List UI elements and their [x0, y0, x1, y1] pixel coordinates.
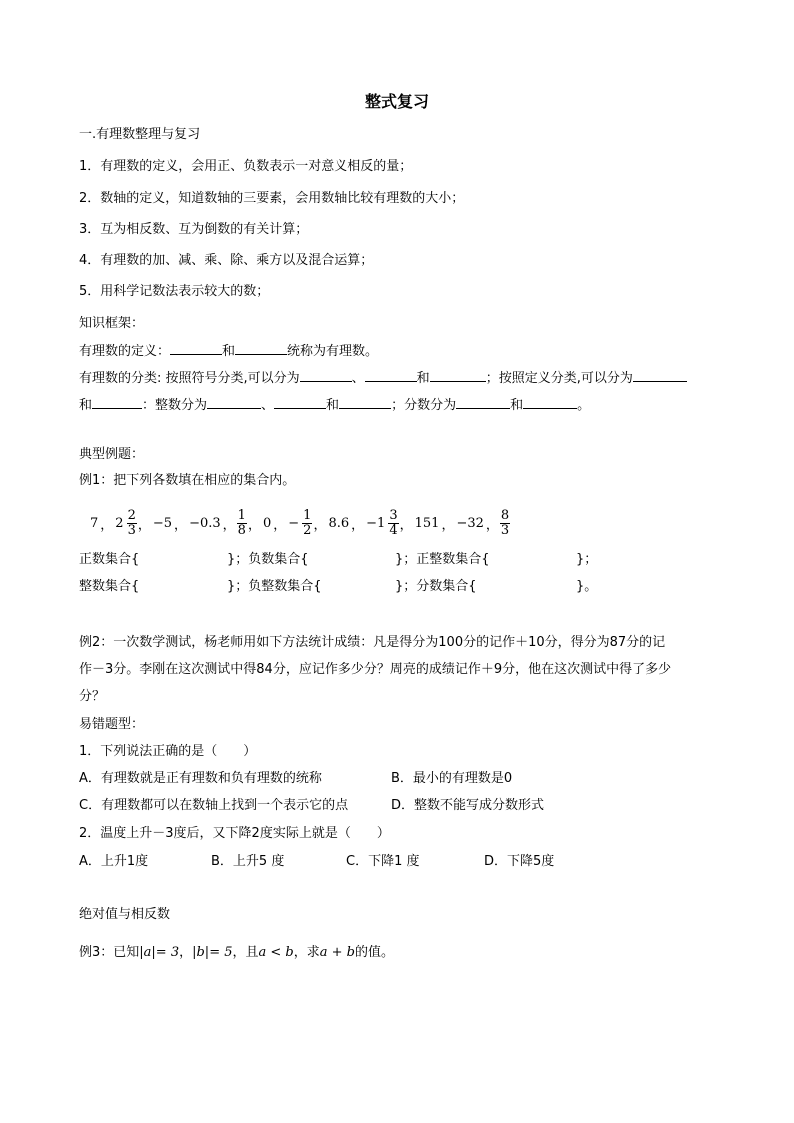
comma: ， [485, 517, 499, 533]
comma: ， [100, 517, 114, 533]
comma: ， [222, 517, 236, 533]
question-1: 1．下列说法正确的是（ ） [79, 744, 257, 759]
fraction [500, 509, 510, 538]
question-2-option-b[interactable]: B．上升5 度 [211, 854, 285, 869]
text: 和 [222, 344, 236, 359]
number-whole: −1 [366, 515, 386, 531]
question-1-option-b[interactable]: B．最小的有理数是0 [391, 771, 513, 786]
fill-blank[interactable] [92, 394, 142, 409]
objective-item: 2．数轴的定义，知道数轴的三要素，会用数轴比较有理数的大小； [79, 191, 465, 206]
fraction [302, 509, 312, 538]
text: 的值。 [355, 945, 395, 960]
fill-blank[interactable] [456, 394, 510, 409]
example-2-line: 作－3分。李刚在这次测试中得84分，应记作多少分？周亮的成绩记作＋9分，他在这次测试中得了多少 [79, 662, 672, 677]
framework-heading: 知识框架： [79, 316, 145, 331]
page-title: 整式复习 [364, 92, 429, 111]
text: ；按照定义分类,可以分为 [485, 371, 633, 386]
comma: ， [273, 517, 287, 533]
section-heading: 一.有理数整理与复习 [79, 127, 201, 142]
numerator: 1 [303, 507, 312, 523]
denominator: 2 [303, 522, 312, 538]
fill-blank[interactable] [207, 394, 261, 409]
abs-heading: 绝对值与相反数 [79, 907, 171, 922]
text: 和 [510, 398, 524, 413]
set-integer-label: 整数集合{ [79, 579, 140, 594]
example-3 [79, 944, 394, 962]
fill-blank[interactable] [365, 367, 417, 382]
comma: ， [441, 517, 455, 533]
text: 和 [326, 398, 340, 413]
comma: ， [399, 517, 413, 533]
set-end: }； [576, 552, 598, 567]
denominator: 4 [389, 522, 398, 538]
number: 8.6 [328, 515, 350, 531]
comma: ， [351, 517, 365, 533]
objective-item: 1．有理数的定义，会用正、负数表示一对意义相反的量； [79, 159, 413, 174]
denominator: 8 [237, 522, 246, 538]
text: 有理数的定义： [79, 344, 171, 359]
set-negative-label: }；负数集合{ [227, 552, 309, 567]
set-negative-integer-label: }；负整数集合{ [227, 579, 322, 594]
objective-item: 4．有理数的加、减、乘、除、乘方以及混合运算； [79, 253, 374, 268]
numerator: 1 [237, 507, 246, 523]
comma: ， [247, 517, 261, 533]
number: 151 [414, 515, 440, 531]
math-condition: a < b [258, 945, 294, 960]
comma: ， [313, 517, 327, 533]
objective-item: 5．用科学记数法表示较大的数； [79, 284, 270, 299]
text: 、 [261, 398, 275, 413]
classification-line-2 [79, 394, 590, 415]
text: ，求 [293, 945, 320, 960]
examples-heading: 典型例题： [79, 447, 145, 462]
question-1-option-c[interactable]: C．有理数都可以在数轴上找到一个表示它的点 [79, 798, 349, 813]
numerator: 2 [127, 507, 136, 523]
fraction [127, 509, 137, 538]
text: ，且 [232, 945, 259, 960]
number: 0 [262, 515, 272, 531]
number: −32 [456, 515, 484, 531]
example-2-line: 分？ [79, 689, 106, 704]
text: 、 [351, 371, 365, 386]
question-2: 2．温度上升－3度后，又下降2度实际上就是（ ） [79, 826, 390, 841]
text: 和 [416, 371, 430, 386]
set-positive-integer-label: }；正整数集合{ [395, 552, 490, 567]
fraction [388, 509, 398, 538]
sign: − [288, 515, 300, 531]
comma: ， [137, 517, 151, 533]
denominator: 3 [500, 522, 510, 538]
example-2-line: 例2：一次数学测试，杨老师用如下方法统计成绩：凡是得分为100分的记作＋10分，得分为87分的记 [79, 635, 666, 650]
set-end: }。 [576, 579, 598, 594]
set-positive-label: 正数集合{ [79, 552, 140, 567]
fill-blank[interactable] [170, 340, 222, 355]
question-1-option-d[interactable]: D．整数不能写成分数形式 [391, 798, 545, 813]
fraction [237, 509, 247, 538]
numerator: 8 [500, 507, 510, 523]
fill-blank[interactable] [274, 394, 326, 409]
text: ， [179, 945, 193, 960]
text: 。 [577, 398, 591, 413]
number: −5 [152, 515, 173, 531]
question-2-option-a[interactable]: A．上升1度 [79, 854, 149, 869]
text: 有理数的分类: 按照符号分类,可以分为 [79, 371, 300, 386]
numerator: 3 [389, 507, 398, 523]
objective-item: 3．互为相反数、互为倒数的有关计算； [79, 222, 309, 237]
question-2-option-d[interactable]: D．下降5度 [484, 854, 555, 869]
text: 例3：已知 [79, 945, 140, 960]
fill-blank[interactable] [235, 340, 287, 355]
question-1-option-a[interactable]: A．有理数就是正有理数和负有理数的统称 [79, 771, 322, 786]
fill-blank[interactable] [339, 394, 391, 409]
text: ：整数分为 [142, 398, 208, 413]
question-2-option-c[interactable]: C．下降1 度 [346, 854, 420, 869]
number: −0.3 [189, 515, 221, 531]
math-expression: a + b [319, 945, 355, 960]
comma: ， [174, 517, 188, 533]
text: 统称为有理数。 [287, 344, 379, 359]
example-1-prompt: 例1：把下列各数填在相应的集合内。 [79, 473, 296, 488]
fill-blank[interactable] [523, 394, 577, 409]
fill-blank[interactable] [430, 367, 486, 382]
math-abs-a: |a|= 3 [139, 945, 180, 960]
denominator: 3 [127, 522, 136, 538]
math-abs-b: |b|= 5 [192, 945, 233, 960]
classification-line [79, 367, 687, 388]
text: 和 [79, 398, 93, 413]
set-fraction-label: }；分数集合{ [395, 579, 477, 594]
fill-blank[interactable] [300, 367, 352, 382]
text: ；分数分为 [391, 398, 457, 413]
definition-line [79, 340, 378, 361]
number-whole: 2 [115, 515, 124, 531]
errors-heading: 易错题型： [79, 717, 145, 732]
number-list [79, 503, 511, 543]
number: 7 [90, 515, 99, 531]
fill-blank[interactable] [633, 367, 687, 382]
